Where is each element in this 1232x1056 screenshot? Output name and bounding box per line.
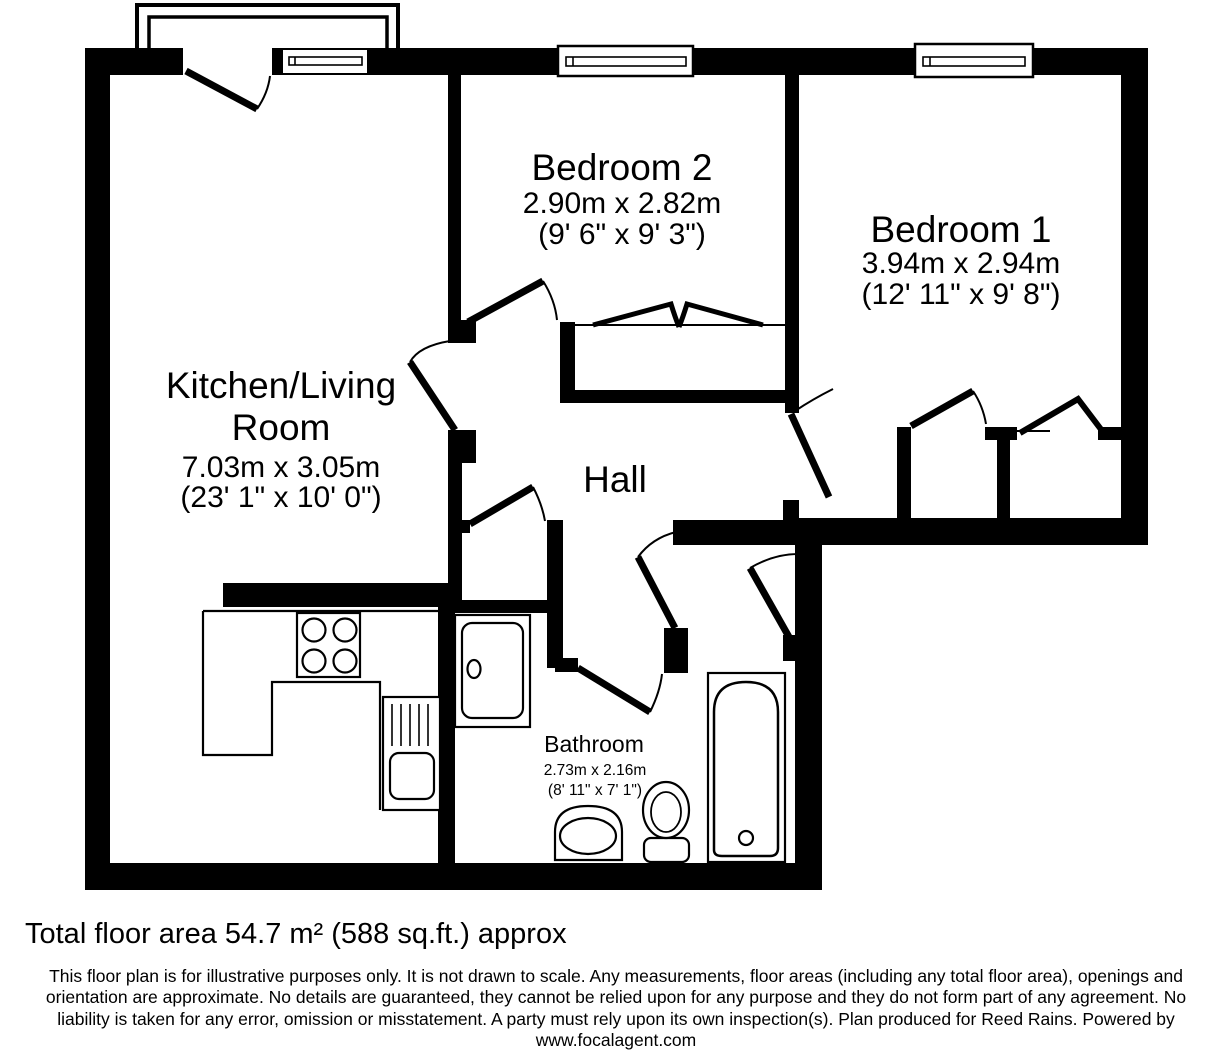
bathtub	[708, 673, 785, 862]
closet-door-left	[638, 532, 676, 628]
kitchen-living-name-line1: Kitchen/Living	[165, 365, 397, 406]
kitchen-living-dims-imperial: (23' 1" x 10' 0")	[180, 481, 382, 514]
hall-name: Hall	[583, 459, 647, 500]
disclaimer-line-1: This floor plan is for illustrative purposes only. It is not drawn to scale. Any measurements, floor areas (including any total floor area), openings and	[49, 966, 1183, 986]
kitchen-living-dims-metric: 7.03m x 3.05m	[181, 451, 381, 484]
bedroom2-dims-metric: 2.90m x 2.82m	[522, 187, 722, 220]
kitchen-living-name-line2: Room	[231, 407, 331, 448]
bathroom-dims-metric: 2.73m x 2.16m	[543, 762, 647, 779]
bedroom1-label	[862, 209, 1061, 311]
kitchen-living-label	[166, 365, 396, 514]
disclaimer	[0, 966, 1232, 1051]
basin	[555, 806, 622, 860]
closet-door-right	[750, 554, 798, 637]
toilet	[643, 782, 689, 862]
disclaimer-line-3: liability is taken for any error, omission or misstatement. A party must rely upon its own inspection(s). Plan produced for Reed Rains. Powered by	[57, 1008, 1175, 1029]
balcony	[137, 5, 398, 50]
bedroom2-window	[558, 46, 693, 76]
total-floor-area: Total floor area 54.7 m² (588 sq.ft.) approx	[25, 918, 567, 950]
bedroom2-dims-imperial: (9' 6" x 9' 3")	[538, 218, 706, 251]
bedroom1-dims-metric: 3.94m x 2.94m	[861, 247, 1061, 280]
bedroom2-door	[468, 281, 557, 322]
balcony-door	[186, 71, 270, 109]
bedroom2-wardrobe-bifold-doors	[575, 304, 785, 327]
bedroom2-name: Bedroom 2	[531, 147, 713, 188]
bathroom-name: Bathroom	[544, 731, 644, 757]
kitchen-door	[410, 341, 455, 430]
bedroom1-dims-imperial: (12' 11" x 9' 8")	[861, 278, 1061, 311]
website-url: www.focalagent.com	[535, 1029, 697, 1050]
shower-tray	[455, 615, 530, 727]
hall-cupboard-door	[470, 487, 545, 524]
bedroom1-closet-door	[911, 391, 986, 426]
kitchen-sink	[383, 697, 440, 810]
hall-label	[583, 459, 647, 500]
kitchen-window	[283, 50, 367, 73]
hob	[297, 613, 360, 677]
bathroom-dims-imperial: (8' 11" x 7' 1")	[547, 782, 643, 799]
balcony-door-opening	[183, 48, 272, 75]
bedroom1-name: Bedroom 1	[870, 209, 1052, 250]
bedroom2-label	[523, 147, 721, 251]
bedroom1-window	[915, 44, 1033, 77]
disclaimer-line-2: orientation are approximate. No details are guaranteed, they cannot be relied upon for any purpose and they do not form part of any agreement. No	[45, 987, 1187, 1008]
bathroom-label	[544, 731, 647, 799]
bathroom-door	[578, 668, 662, 712]
